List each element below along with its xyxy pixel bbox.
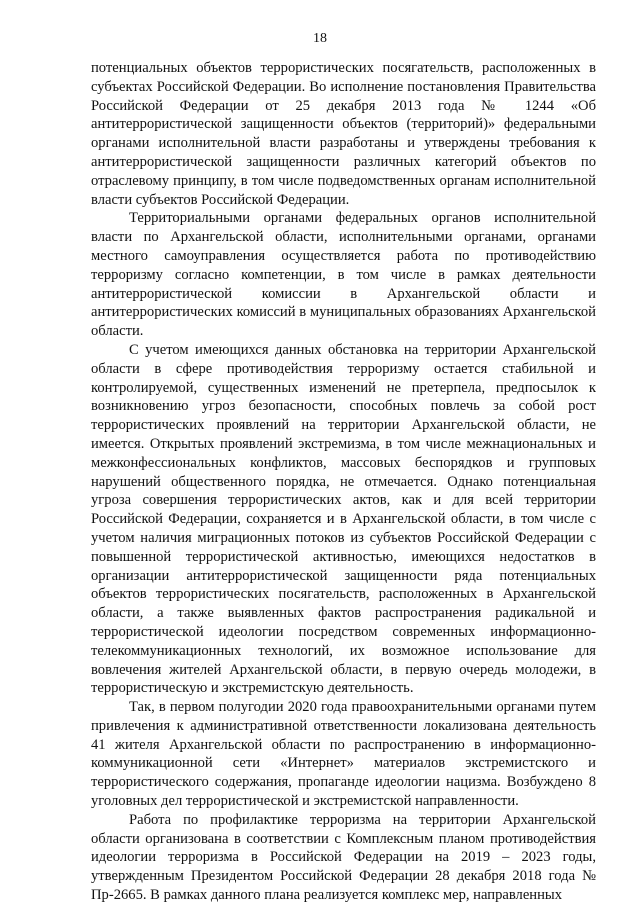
paragraph-first-half-2020: Так, в первом полугодии 2020 года правоохранительными органами путем привлечения к административной ответственности локализована деятельность 41 жителя Архангельской области по распространению в информационно-коммуникационной сети «Интернет» материалов экстремистского и террористического содержания, пропаганде идеологии нацизма. Возбуждено 8 уголовных дел террористической и экстремистской направленности. xyxy=(91,699,596,810)
paragraph-prevention-work: Работа по профилактике терроризма на территории Архангельской области организована в соответствии с Комплексным планом противодействия идеологии терроризма в Российской Федерации на 2019 – 2023 годы, утвержденным Президентом Российской Федерации 28 декабря 2018 года № Пр-2665. В рамках данного плана реализуется комплекс мер, направленных xyxy=(91,811,596,904)
paragraph-territorial-bodies: Территориальными органами федеральных органов исполнительной власти по Архангельской области, исполнительными органами, органами местного самоуправления осуществляется работа по противодействию терроризму согласно компетенции, в том числе в рамках деятельности антитеррористической комиссии в Архангельской области и антитеррористических комиссий в муниципальных образованиях Архангельской области. xyxy=(91,210,596,340)
document-body xyxy=(91,59,596,905)
paragraph-situation-assessment: С учетом имеющихся данных обстановка на территории Архангельской области в сфере противодействия терроризму остается стабильной и контролируемой, существенных изменений не претерпела, предпосылок к возникновению угроз безопасности, способных повлечь за собой рост террористических проявлений на территории Архангельской области, не имеется. Открытых проявлений экстремизма, в том числе межнациональных и межконфессиональных конфликтов, массовых беспорядков и групповых нарушений общественного порядка, не отмечается. Однако потенциальная угроза совершения террористических актов, как и для всей территории Российской Федерации, сохраняется и в Архангельской области, в том числе с учетом наличия миграционных потоков из субъектов Российской Федерации с повышенной террористической активностью, имеющихся недостатков в организации антитеррористической защищенности ряда потенциальных объектов террористических посягательств, расположенных в Архангельской области, а также выявленных фактов распространения радикальной и террористической идеологии посредством современных информационно-телекоммуникационных технологий, их возможное использование для вовлечения жителей Архангельской области, в первую очередь молодежи, в террористическую и экстремистскую деятельность. xyxy=(91,341,596,697)
page-number: 18 xyxy=(313,31,327,46)
paragraph-continuation: потенциальных объектов террористических посягательств, расположенных в субъектах Российской Федерации. Во исполнение постановления Правительства Российской Федерации от 25 декабря 2013 года № 1244 «Об антитеррористической защищенности объектов (территорий)» федеральными органами исполнительной власти разработаны и утверждены требования к антитеррористической защищенности различных категорий объектов по отраслевому принципу, в том числе подведомственных органам исполнительной власти субъектов Российской Федерации. xyxy=(91,60,596,208)
